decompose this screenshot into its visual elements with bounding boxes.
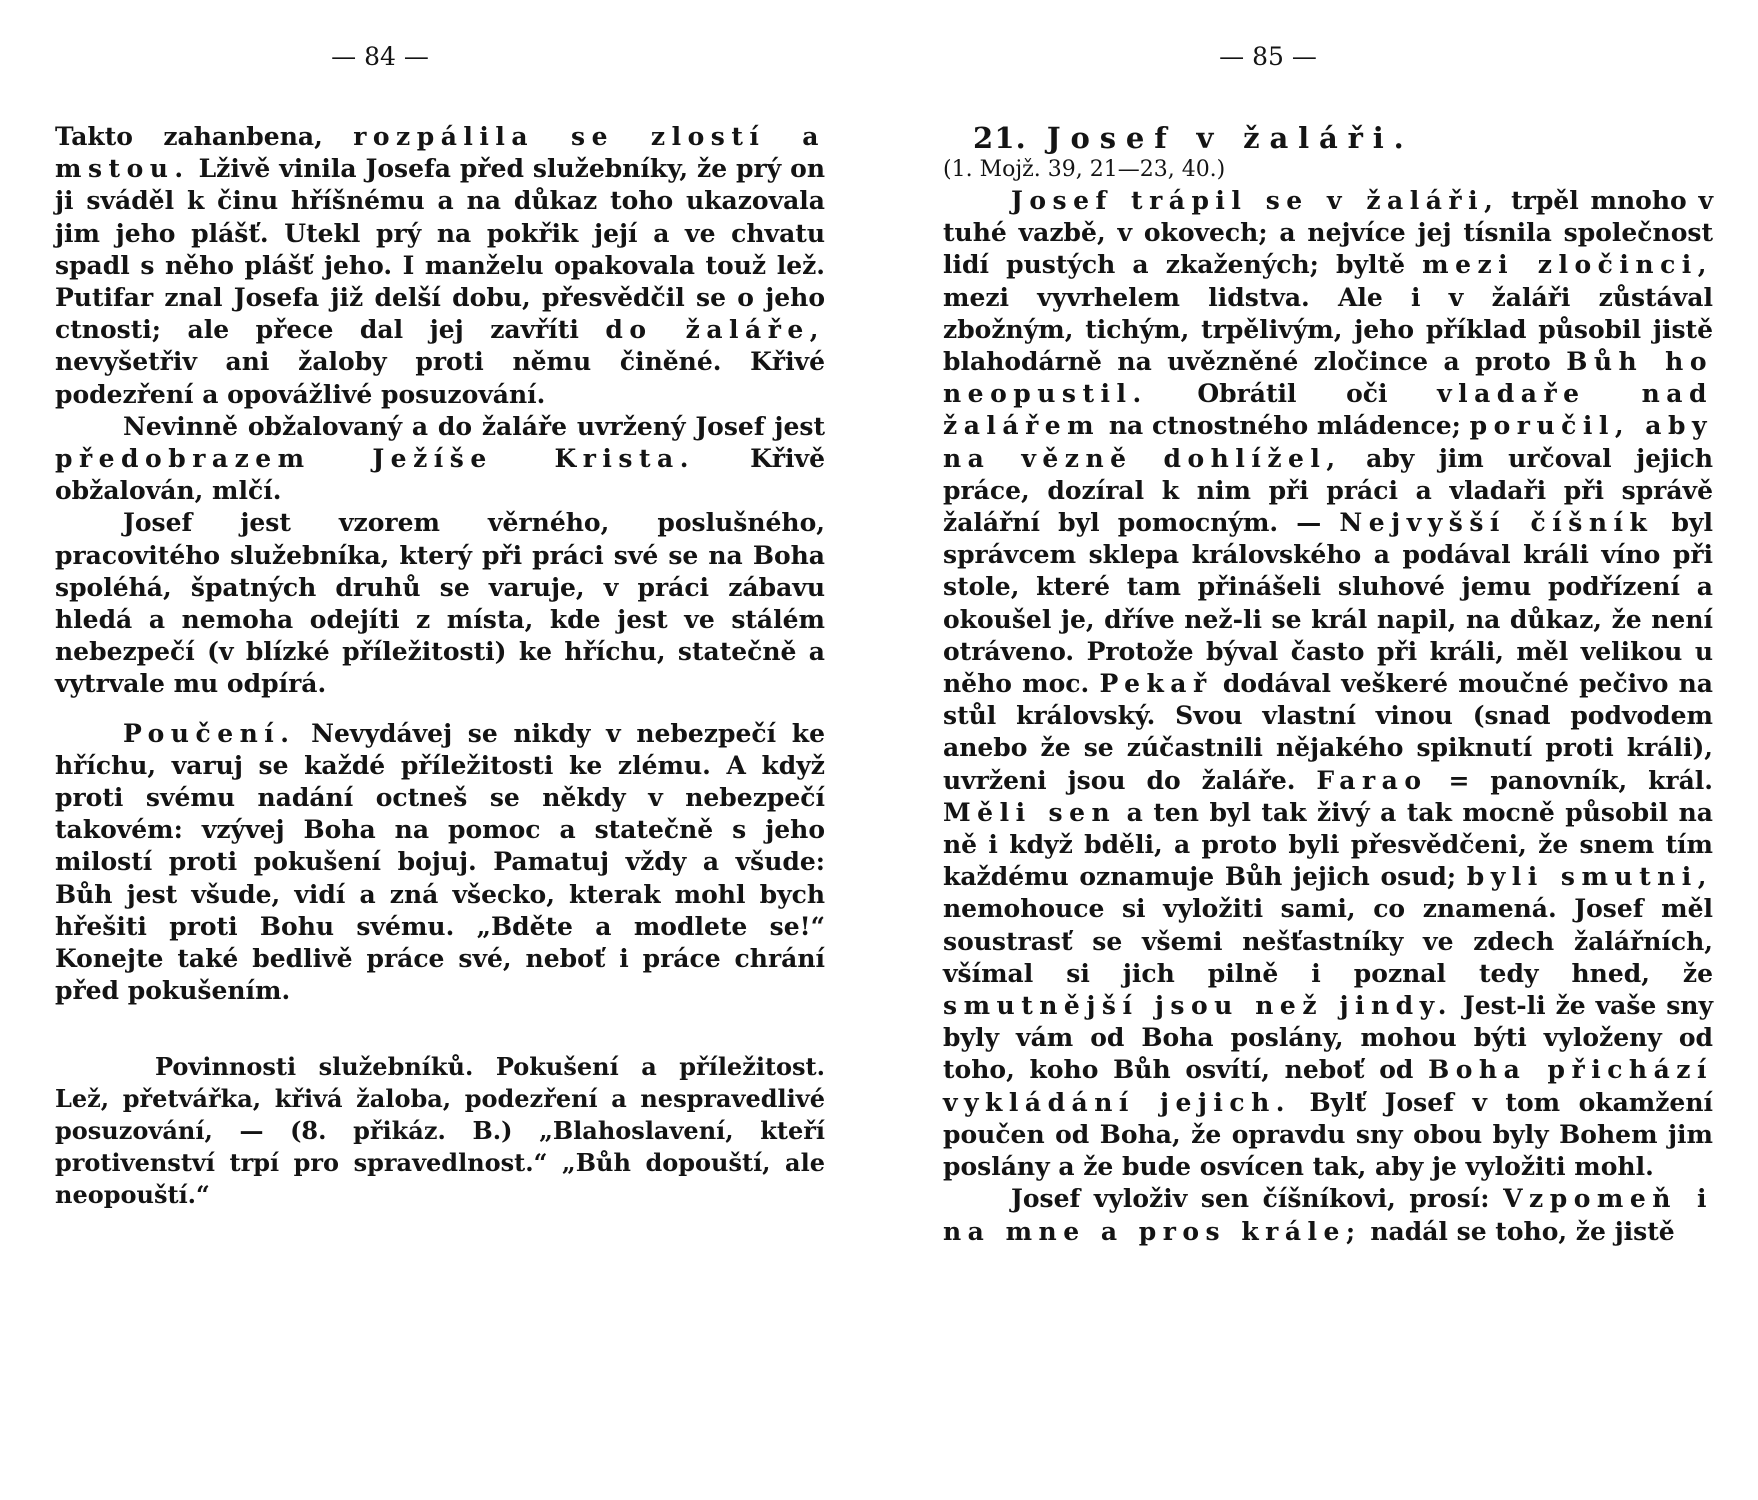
chapter-number: 21.: [973, 121, 1027, 155]
chapter-title-text: Josef v žaláři.: [1046, 121, 1414, 155]
paragraph-prison: [943, 185, 1713, 1183]
spaced-text: vladaře nad žalářem: [943, 379, 1713, 441]
right-page-text: [943, 121, 1713, 1248]
right-page: [943, 0, 1713, 1500]
paragraph-request: [943, 1183, 1713, 1247]
text-run: = panovník, král.: [1427, 765, 1713, 795]
paragraph-prefiguration: [55, 411, 825, 508]
summary-text: Povinnosti služebníků. Pokušení a příležitost. Lež, přetvářka, křivá žaloba, podezření a nespravedlivé posuzování, — (8. přikáz. B.) „Blahoslavení, kteří protivenství trpí pro spravedlnost.“ „Bůh dopouští, ale neopouští.“: [55, 1052, 825, 1210]
spaced-text: byli smutni,: [1466, 862, 1713, 892]
summary-block: [55, 1051, 825, 1211]
spaced-text: smutnější jsou než jindy.: [943, 991, 1454, 1021]
spaced-text: do žaláře,: [605, 315, 825, 345]
text-run: Lživě vinila Josefa před služebníky, že prý on ji sváděl k činu hříšnému a na důkaz toho ukazovala jim jeho plášť. Utekl prý na pokřik její a ve chvatu spadl s něho plášť jeho. I manželu opakovala touž lež. Putifar znal Josefa již delší dobu, přesvědčil se o jeho ctnosti; ale přece dal jej zavříti: [55, 154, 825, 345]
spaced-text: Měli sen: [943, 797, 1117, 827]
text-run: Nevydávej se nikdy v nebezpečí ke hříchu, varuj se každé příležitosti ke zlému. A když proti svému nadání octneš se někdy v nebezpečí takovém: vzývej Boha na pomoc a statečně s jeho milostí proti pokušení bojuj. Pamatuj vždy a všude: Bůh jest všude, vidí a zná všecko, kterak mohl bych hřešiti proti Bohu svému. „Bděte a modlete se!“ Konejte také bedlivě práce své, neboť i práce chrání před pokušením.: [55, 718, 825, 1006]
text-run: na ctnostného mládence;: [1100, 411, 1470, 441]
spaced-text: Vzpomeň i na mne a pros krále;: [943, 1184, 1713, 1246]
text-run: Křivě obžalován, mlčí.: [55, 444, 825, 506]
text-run: a ten byl tak živý a tak mocně působil na ně i když bděli, a proto byli přesvědčeni, že snem tím každému oznamuje Bůh jejich osud;: [943, 797, 1713, 892]
spacer: [55, 1007, 825, 1051]
text-run: Nevinně obžalovaný a do žaláře uvržený Josef jest: [123, 411, 825, 441]
text-run: Jest-li že vaše sny byly vám od Boha poslány, mohou býti vyloženy od toho, koho Bůh osvítí, neboť od: [943, 991, 1713, 1085]
spaced-text: předobrazem Ježíše Krista.: [55, 444, 695, 474]
spaced-text: Nejvyšší číšník: [1339, 508, 1654, 538]
text-run: Josef vyloživ sen číšníkovi, prosí:: [1011, 1184, 1504, 1214]
chapter-title: [943, 121, 1713, 155]
spaced-text: rozpálila se zlostí a mstou.: [55, 122, 825, 184]
text-run: byl správcem sklepa královského a podával králi víno při stole, které tam přinášeli sluhové jemu podřízení a okoušel je, dříve než-li se král napil, na důkaz, že není otráveno. Protože býval často při králi, měl velikou u něho moc.: [943, 508, 1713, 699]
spaced-text: Josef trápil se v žaláři,: [1011, 186, 1500, 215]
spaced-text: Bůh ho neopustil.: [943, 347, 1713, 409]
text-run: nemohouce si vyložiti sami, co znamená. Josef měl soustrasť se všemi nešťastníky ve zdech žalářních, všímal si jich pilně i poznal tedy hned, že: [943, 894, 1713, 988]
scripture-reference: (1. Mojž. 39, 21—23, 40.): [943, 157, 1226, 182]
left-page-text: [55, 121, 825, 1211]
text-run: Bylť Josef v tom okamžení poučen od Boha, že opravdu sny obou byly Bohem jim poslány a že bude osvícen tak, aby je vyložiti mohl.: [943, 1087, 1713, 1182]
text-run: dodával veškeré moučné pečivo na stůl královský. Svou vlastní vinou (snad podvodem anebo že se zúčastnili nějakého spiknutí proti králi), uvrženi jsou do žaláře.: [943, 669, 1713, 795]
left-page: [55, 0, 825, 1500]
text-run: Obrátil oči: [1147, 379, 1438, 409]
page-number-left: — 84 —: [331, 42, 429, 71]
spaced-text: mezi zločinci,: [1422, 250, 1713, 280]
text-run: nevyšetřiv ani žaloby proti němu činěné. Křivé podezření a opovážlivé posuzování.: [55, 347, 825, 409]
paragraph-accusation: [55, 121, 825, 411]
text-run: trpěl mnoho v tuhé vazbě, v okovech; a nejvíce jej tísnila společnost lidí pustých a zkažených; byltě: [943, 186, 1713, 280]
spacer: [55, 701, 825, 718]
spaced-text: Boha přichází vykládání jejich.: [943, 1055, 1714, 1117]
paragraph-model-servant: Josef jest vzorem věrného, poslušného, pracovitého služebníka, který při práci své se na Boha spoléhá, špatných druhů se varuje, v práci zábavu hledá a nemoha odejíti z místa, kde jest ve stálém nebezpečí (v blízké příležitosti) ke hříchu, statečně a vytrvale mu odpírá.: [55, 508, 825, 699]
text-run: nadál se toho, že jistě: [1361, 1216, 1675, 1246]
paragraph-lesson: [55, 718, 825, 1008]
text-run: mezi vyvrhelem lidstva. Ale i v žaláři zůstával zbožným, tichým, trpělivým, jeho příklad působil jistě blahodárně na uvězněné zločince a proto: [943, 282, 1713, 377]
text-run: Takto zahanbena,: [55, 122, 354, 151]
page-number-right: — 85 —: [1219, 42, 1317, 71]
spaced-text: Poučení.: [123, 718, 296, 748]
text-run: aby jim určoval jejich práce, dozíral k nim při práci a vladaři při správě žalářní byl pomocným. —: [943, 443, 1713, 538]
spaced-text: Farao: [1316, 765, 1428, 795]
spaced-text: poručil, aby na vězně dohlížel,: [943, 411, 1713, 473]
spaced-text: Pekař: [1099, 669, 1213, 699]
